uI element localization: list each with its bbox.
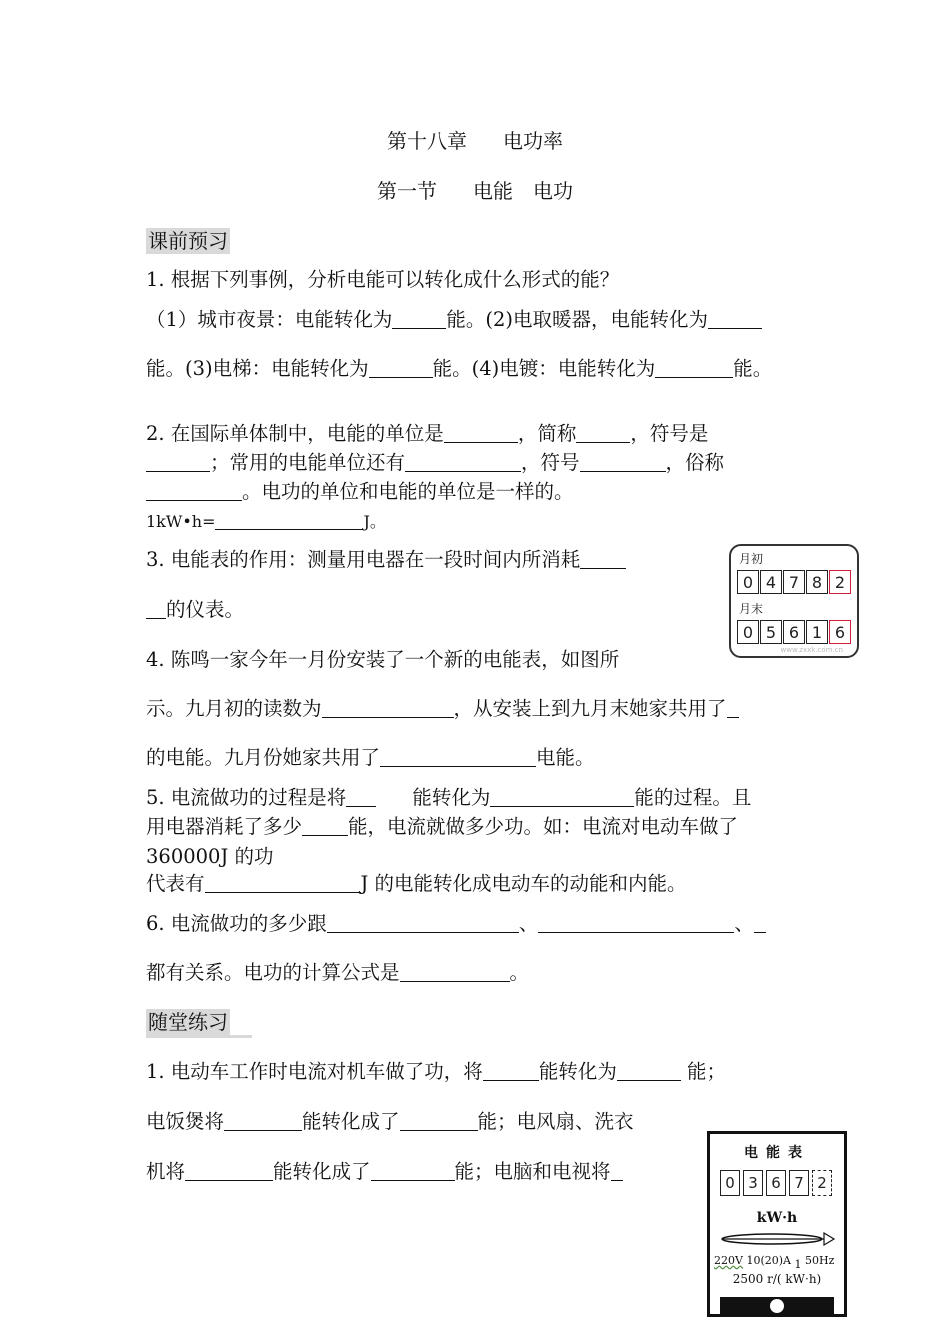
meter-digit: 4 [760, 570, 782, 594]
text: 能转化成了 [302, 1110, 400, 1133]
q5-line4 [146, 872, 687, 896]
text: 。 [509, 961, 530, 984]
blank[interactable] [538, 912, 734, 933]
text: 能转化成了 [273, 1160, 371, 1183]
text: （1）城市夜景：电能转化为 [146, 308, 393, 331]
q1-stem: 1. 根据下列事例，分析电能可以转化成什么形式的能？ [146, 268, 620, 291]
blank[interactable] [380, 746, 536, 767]
text: 、 [518, 912, 539, 935]
text: 能转化为 [412, 786, 491, 809]
blank[interactable] [392, 308, 446, 329]
blank[interactable] [708, 308, 762, 329]
meter-digit: 6 [766, 1170, 786, 1196]
blank[interactable] [754, 912, 766, 933]
meter-unit: kW·h [756, 1210, 798, 1226]
blank[interactable] [371, 1160, 455, 1181]
frequency: 50Hz [804, 1254, 835, 1267]
meter-digit: 6 [829, 620, 851, 644]
blank[interactable] [205, 872, 361, 893]
text: 2. 在国际单体制中，电能的单位是 [146, 422, 444, 445]
blank[interactable] [580, 548, 626, 569]
q5-line2 [146, 815, 738, 839]
section-name-1: 电能 [473, 179, 513, 203]
blank[interactable] [483, 1060, 539, 1081]
text: J 的电能转化成电动车的动能和内能。 [360, 872, 687, 895]
text: 电饭煲将 [146, 1110, 225, 1133]
text: 能，电流就做多少功。如：电流对电动车做了 [348, 815, 739, 838]
text: 能；电脑和电视将 [454, 1160, 611, 1183]
meter-digit: 6 [783, 620, 805, 644]
section-label-practice: 随堂练习 [146, 1009, 252, 1038]
text: 的电能。九月份她家共用了 [146, 746, 381, 769]
rotation-arrow-icon [720, 1230, 836, 1248]
text: 电能。 [536, 746, 595, 769]
p1-line3 [146, 1160, 623, 1184]
blank[interactable] [146, 451, 210, 472]
phase: 1 [794, 1258, 802, 1271]
meter-readings-figure [729, 544, 859, 658]
blank[interactable] [215, 513, 363, 530]
meter-digit: 2 [812, 1170, 832, 1196]
q3-line2 [146, 598, 244, 622]
text: 的仪表。 [166, 598, 245, 621]
current: 10(20)A [746, 1254, 791, 1267]
text: ，符号是 [630, 422, 709, 445]
chapter-title [0, 128, 950, 154]
blank[interactable] [146, 480, 242, 501]
text: ，从安装上到九月末她家共用了 [453, 697, 727, 720]
meter-title: 电能表 [744, 1145, 810, 1161]
meter-digit: 0 [737, 570, 759, 594]
text: 能的过程。且 [634, 786, 752, 809]
text: 能。 [733, 357, 773, 380]
q4-line3 [146, 746, 595, 770]
blank[interactable] [302, 815, 348, 836]
meter-digit: 7 [783, 570, 805, 594]
meter-rate: 2500 r/( kW·h) [732, 1272, 822, 1286]
blank[interactable] [727, 697, 739, 718]
p1-line2 [146, 1110, 634, 1134]
q6-line2 [146, 961, 529, 985]
meter-digit: 0 [720, 1170, 740, 1196]
blank[interactable] [185, 1160, 273, 1181]
q6-line1 [146, 912, 766, 936]
meter-digit: 8 [806, 570, 828, 594]
text: 3. 电能表的作用：测量用电器在一段时间内所消耗 [146, 548, 581, 571]
q2-line2 [146, 451, 724, 475]
p1-line1 [146, 1060, 726, 1084]
text: 1. 电动车工作时电流对机车做了功，将 [146, 1060, 483, 1083]
text: 5. 电流做功的过程是将 [146, 786, 347, 809]
blank[interactable] [576, 422, 630, 443]
text: 能。(2)电取暖器，电能转化为 [446, 308, 709, 331]
q2-line1 [146, 422, 708, 446]
meter-digit: 2 [829, 570, 851, 594]
blank[interactable] [146, 598, 166, 619]
q4-line1: 4. 陈鸣一家今年一月份安装了一个新的电能表，如图所 [146, 648, 620, 671]
section-label-preview: 课前预习 [148, 229, 228, 253]
screw-icon [770, 1299, 784, 1313]
blank[interactable] [327, 912, 519, 933]
chapter-number: 第十八章 [387, 129, 467, 153]
meter-reading [720, 1170, 835, 1196]
text: 、 [734, 912, 754, 935]
blank[interactable] [444, 422, 518, 443]
text: 能。(4)电镀：电能转化为 [432, 357, 656, 380]
meter-base [720, 1297, 834, 1317]
text: ；常用的电能单位还有 [210, 451, 406, 474]
text: 。电功的单位和电能的单位是一样的。 [242, 480, 574, 503]
q2-line4 [146, 510, 386, 534]
text: 示。九月初的读数为 [146, 697, 322, 720]
text: 能； [680, 1060, 727, 1083]
electric-meter-figure [707, 1131, 847, 1317]
text: 能转化为 [538, 1060, 617, 1083]
meter-digit: 5 [760, 620, 782, 644]
meter-specs [714, 1254, 834, 1271]
section-name-2: 电功 [533, 179, 573, 203]
text: 能；电风扇、洗衣 [477, 1110, 634, 1133]
blank[interactable] [400, 961, 510, 982]
text: 用电器消耗了多少 [146, 815, 303, 838]
start-month-label: 月初 [739, 552, 764, 566]
q4-line2 [146, 697, 739, 721]
blank[interactable] [580, 451, 666, 472]
q3-line1 [146, 548, 626, 572]
blank[interactable] [224, 1110, 302, 1131]
meter-digit: 1 [806, 620, 828, 644]
text: 能。(3)电梯：电能转化为 [146, 357, 369, 380]
blank[interactable] [490, 786, 634, 807]
text: ，符号 [521, 451, 580, 474]
section-title [0, 178, 950, 204]
text: 机将 [146, 1160, 186, 1183]
q2-line3 [146, 480, 574, 504]
text: J。 [363, 512, 386, 531]
text: ，简称 [517, 422, 577, 445]
blank[interactable] [369, 357, 433, 378]
chapter-name: 电功率 [503, 129, 563, 153]
meter-digit: 7 [789, 1170, 809, 1196]
end-reading [737, 620, 852, 644]
blank[interactable] [611, 1160, 623, 1181]
q5-line3: 360000J 的功 [146, 845, 274, 868]
watermark: www.zxxk.com.cn [780, 646, 843, 654]
text: 6. 电流做功的多少跟 [146, 912, 327, 935]
blank[interactable] [400, 1110, 478, 1131]
section-number: 第一节 [377, 179, 437, 203]
text: 代表有 [146, 872, 205, 895]
meter-digit: 3 [743, 1170, 763, 1196]
start-reading [737, 570, 852, 594]
blank[interactable] [655, 357, 733, 378]
voltage: 220V [714, 1254, 743, 1267]
end-month-label: 月末 [739, 602, 764, 616]
meter-digit: 0 [737, 620, 759, 644]
blank[interactable] [346, 786, 376, 807]
text: 都有关系。电功的计算公式是 [146, 961, 400, 984]
text: 1kW•h= [146, 512, 216, 531]
blank[interactable] [405, 451, 521, 472]
q5-line1 [146, 786, 751, 810]
blank[interactable] [322, 697, 454, 718]
blank[interactable] [617, 1060, 681, 1081]
q1-line2 [146, 357, 772, 381]
q1-line1 [146, 308, 762, 332]
text: ，俗称 [665, 451, 725, 474]
